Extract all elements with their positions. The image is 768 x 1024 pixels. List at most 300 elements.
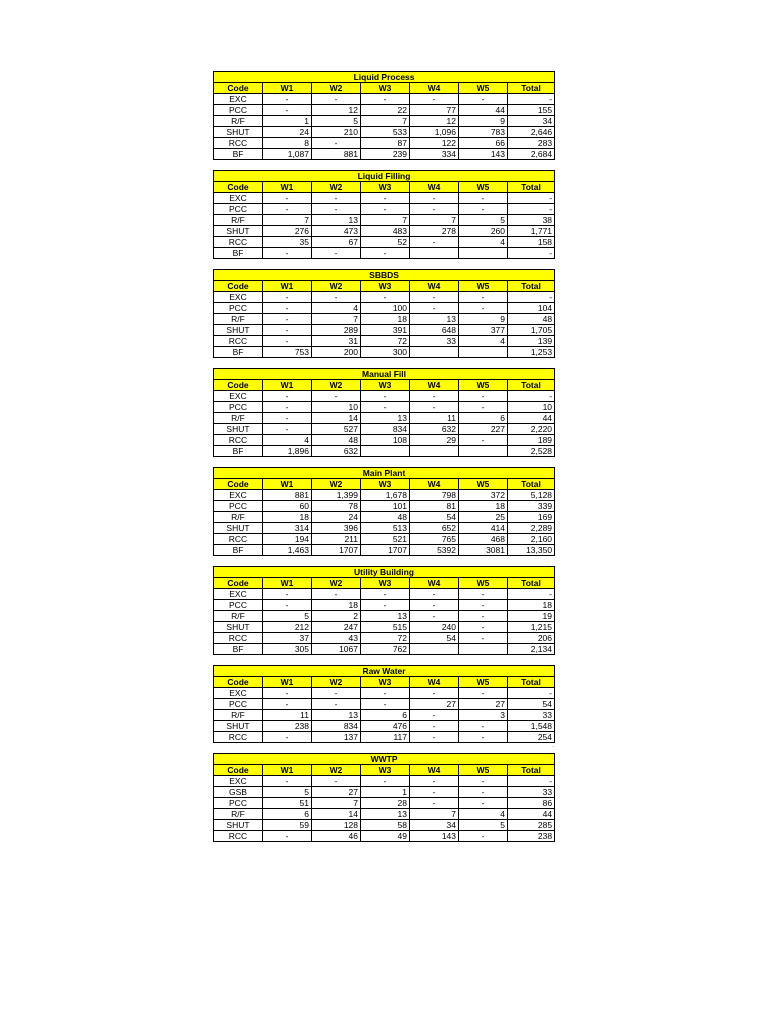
column-header: W5 [459, 765, 508, 776]
table-row [214, 193, 555, 204]
table-row [214, 204, 555, 215]
week-value: 7 [410, 215, 459, 226]
week-value: - [459, 776, 508, 787]
column-header: W5 [459, 578, 508, 589]
week-value: 753 [263, 347, 312, 358]
row-code: SHUT [214, 622, 263, 633]
week-value: 483 [361, 226, 410, 237]
week-value: 3081 [459, 545, 508, 556]
row-total: - [508, 688, 555, 699]
week-value: 1,463 [263, 545, 312, 556]
week-value: - [263, 589, 312, 600]
row-total: 2,160 [508, 534, 555, 545]
week-value: - [312, 248, 361, 259]
week-value: - [410, 589, 459, 600]
week-value: 137 [312, 732, 361, 743]
week-value: - [312, 204, 361, 215]
week-value: - [410, 193, 459, 204]
week-value: 128 [312, 820, 361, 831]
row-code: SHUT [214, 424, 263, 435]
row-total: 169 [508, 512, 555, 523]
week-value: - [263, 94, 312, 105]
week-value: 881 [263, 490, 312, 501]
table-row [214, 831, 555, 842]
table-title: Manual Fill [214, 369, 555, 380]
column-header: W2 [312, 479, 361, 490]
row-total: 34 [508, 116, 555, 127]
row-code: PCC [214, 798, 263, 809]
column-header: W5 [459, 182, 508, 193]
week-value: 798 [410, 490, 459, 501]
column-header: W3 [361, 182, 410, 193]
row-code: PCC [214, 303, 263, 314]
table-row [214, 710, 555, 721]
week-value [459, 347, 508, 358]
column-header-row [214, 765, 555, 776]
table-liquid-filling [213, 170, 555, 259]
column-header: W1 [263, 765, 312, 776]
row-code: PCC [214, 402, 263, 413]
table-row [214, 325, 555, 336]
row-total: 48 [508, 314, 555, 325]
row-total: 1,253 [508, 347, 555, 358]
week-value: 5 [459, 820, 508, 831]
table-gap [213, 655, 554, 665]
week-value: 143 [459, 149, 508, 160]
week-value: - [410, 204, 459, 215]
row-code: RCC [214, 435, 263, 446]
week-value: - [410, 600, 459, 611]
row-code: R/F [214, 512, 263, 523]
row-code: RCC [214, 138, 263, 149]
week-value: 48 [312, 435, 361, 446]
week-value: 513 [361, 523, 410, 534]
week-value: 7 [312, 798, 361, 809]
week-value: - [312, 688, 361, 699]
week-value: 238 [263, 721, 312, 732]
week-value: 5 [263, 611, 312, 622]
week-value: 210 [312, 127, 361, 138]
week-value [459, 446, 508, 457]
week-value: 11 [263, 710, 312, 721]
row-total: 44 [508, 413, 555, 424]
row-total: - [508, 94, 555, 105]
column-header: Total [508, 83, 555, 94]
table-row [214, 699, 555, 710]
week-value: 67 [312, 237, 361, 248]
week-value: - [459, 435, 508, 446]
week-value: - [410, 776, 459, 787]
week-value: 13 [312, 215, 361, 226]
week-value: - [312, 391, 361, 402]
week-value: - [263, 699, 312, 710]
column-header: Code [214, 765, 263, 776]
row-total: 1,705 [508, 325, 555, 336]
week-value: - [459, 622, 508, 633]
week-value: 1,678 [361, 490, 410, 501]
week-value: 648 [410, 325, 459, 336]
week-value: 25 [459, 512, 508, 523]
row-code: EXC [214, 490, 263, 501]
column-header: Code [214, 182, 263, 193]
column-header: Total [508, 578, 555, 589]
week-value: 1 [361, 787, 410, 798]
table-sbbds [213, 269, 555, 358]
week-value: 1,399 [312, 490, 361, 501]
row-total: - [508, 776, 555, 787]
table-gap [213, 160, 554, 170]
week-value: 122 [410, 138, 459, 149]
column-header: Code [214, 83, 263, 94]
week-value: - [459, 633, 508, 644]
table-title: WWTP [214, 754, 555, 765]
table-row [214, 776, 555, 787]
week-value: 14 [312, 809, 361, 820]
week-value: 13 [361, 809, 410, 820]
column-header: W2 [312, 677, 361, 688]
week-value: 7 [361, 116, 410, 127]
row-total: 33 [508, 710, 555, 721]
row-total: 2,684 [508, 149, 555, 160]
column-header: W2 [312, 281, 361, 292]
week-value: - [459, 589, 508, 600]
table-title-row [214, 369, 555, 380]
week-value: 100 [361, 303, 410, 314]
row-total: 2,220 [508, 424, 555, 435]
week-value: - [361, 402, 410, 413]
week-value: 211 [312, 534, 361, 545]
column-header-row [214, 281, 555, 292]
week-value: - [263, 248, 312, 259]
week-value: - [410, 94, 459, 105]
row-total: 33 [508, 787, 555, 798]
column-header-row [214, 83, 555, 94]
column-header: W2 [312, 765, 361, 776]
table-title-row [214, 72, 555, 83]
row-total: - [508, 589, 555, 600]
table-manual-fill [213, 368, 555, 457]
week-value: 18 [263, 512, 312, 523]
week-value: - [459, 798, 508, 809]
week-value: 2 [312, 611, 361, 622]
week-value: 4 [459, 237, 508, 248]
column-header: W2 [312, 380, 361, 391]
table-row [214, 798, 555, 809]
row-total: 189 [508, 435, 555, 446]
table-utility-building [213, 566, 555, 655]
table-row [214, 413, 555, 424]
week-value: 247 [312, 622, 361, 633]
week-value: 54 [410, 512, 459, 523]
week-value: 59 [263, 820, 312, 831]
week-value: 1,096 [410, 127, 459, 138]
week-value: - [459, 611, 508, 622]
week-value: 28 [361, 798, 410, 809]
week-value: - [410, 798, 459, 809]
week-value: 49 [361, 831, 410, 842]
row-code: BF [214, 644, 263, 655]
column-header: Total [508, 765, 555, 776]
row-code: R/F [214, 611, 263, 622]
table-row [214, 446, 555, 457]
week-value: - [263, 831, 312, 842]
column-header: W3 [361, 578, 410, 589]
week-value: 276 [263, 226, 312, 237]
week-value: 72 [361, 633, 410, 644]
column-header: W2 [312, 83, 361, 94]
table-row [214, 688, 555, 699]
column-header-row [214, 677, 555, 688]
week-value: 60 [263, 501, 312, 512]
table-title: Liquid Filling [214, 171, 555, 182]
table-row [214, 336, 555, 347]
row-code: SHUT [214, 820, 263, 831]
week-value: 8 [263, 138, 312, 149]
row-code: EXC [214, 193, 263, 204]
week-value: 11 [410, 413, 459, 424]
week-value: - [361, 688, 410, 699]
row-code: R/F [214, 314, 263, 325]
week-value: - [459, 193, 508, 204]
table-row [214, 600, 555, 611]
week-value: - [410, 292, 459, 303]
column-header: W4 [410, 182, 459, 193]
table-row [214, 732, 555, 743]
week-value: 18 [459, 501, 508, 512]
column-header: W1 [263, 479, 312, 490]
week-value: 1707 [312, 545, 361, 556]
week-value: - [263, 424, 312, 435]
row-total: 2,646 [508, 127, 555, 138]
week-value: - [459, 688, 508, 699]
table-row [214, 589, 555, 600]
row-code: BF [214, 347, 263, 358]
row-code: R/F [214, 413, 263, 424]
week-value: 527 [312, 424, 361, 435]
week-value: 3 [459, 710, 508, 721]
row-code: PCC [214, 105, 263, 116]
week-value: 4 [263, 435, 312, 446]
week-value: 46 [312, 831, 361, 842]
row-total: 2,134 [508, 644, 555, 655]
week-value: - [410, 402, 459, 413]
week-value: - [361, 248, 410, 259]
table-row [214, 402, 555, 413]
row-total: 38 [508, 215, 555, 226]
row-total: 104 [508, 303, 555, 314]
column-header: W1 [263, 281, 312, 292]
week-value: - [263, 292, 312, 303]
week-value: 87 [361, 138, 410, 149]
week-value: 12 [312, 105, 361, 116]
table-wwtp [213, 753, 555, 842]
week-value: 4 [312, 303, 361, 314]
table-gap [213, 259, 554, 269]
table-row [214, 545, 555, 556]
column-header: Code [214, 281, 263, 292]
week-value: - [263, 688, 312, 699]
column-header: Total [508, 479, 555, 490]
week-value: - [312, 94, 361, 105]
row-total: 18 [508, 600, 555, 611]
week-value: 108 [361, 435, 410, 446]
separator-mark: . [552, 743, 554, 749]
row-code: EXC [214, 688, 263, 699]
table-row [214, 215, 555, 226]
week-value: 54 [410, 633, 459, 644]
week-value: 101 [361, 501, 410, 512]
week-value: 239 [361, 149, 410, 160]
week-value: - [410, 787, 459, 798]
week-value: 27 [459, 699, 508, 710]
table-row [214, 787, 555, 798]
week-value: 22 [361, 105, 410, 116]
week-value: - [263, 776, 312, 787]
week-value [410, 347, 459, 358]
row-total: 13,350 [508, 545, 555, 556]
week-value: 7 [263, 215, 312, 226]
table-title-row [214, 270, 555, 281]
column-header-row [214, 578, 555, 589]
column-header-row [214, 380, 555, 391]
week-value: 533 [361, 127, 410, 138]
week-value: 9 [459, 314, 508, 325]
column-header: W4 [410, 380, 459, 391]
row-code: EXC [214, 391, 263, 402]
column-header: W3 [361, 380, 410, 391]
table-title: Main Plant [214, 468, 555, 479]
week-value: 52 [361, 237, 410, 248]
row-total: 10 [508, 402, 555, 413]
row-total: 2,528 [508, 446, 555, 457]
week-value: 194 [263, 534, 312, 545]
table-row [214, 633, 555, 644]
table-title: Raw Water [214, 666, 555, 677]
week-value [459, 644, 508, 655]
row-code: EXC [214, 292, 263, 303]
week-value: 27 [410, 699, 459, 710]
week-value: 18 [312, 600, 361, 611]
week-value: 4 [459, 336, 508, 347]
column-header: W4 [410, 281, 459, 292]
table-raw-water [213, 665, 555, 743]
row-total: 44 [508, 809, 555, 820]
table-row [214, 105, 555, 116]
week-value: - [312, 776, 361, 787]
row-total: 158 [508, 237, 555, 248]
table-row [214, 721, 555, 732]
row-code: SHUT [214, 127, 263, 138]
table-row [214, 248, 555, 259]
column-header: W4 [410, 578, 459, 589]
week-value: - [263, 413, 312, 424]
row-code: SHUT [214, 325, 263, 336]
week-value: - [263, 105, 312, 116]
row-total: - [508, 292, 555, 303]
row-total: 1,771 [508, 226, 555, 237]
week-value: 396 [312, 523, 361, 534]
column-header: W3 [361, 765, 410, 776]
column-header: Total [508, 281, 555, 292]
week-value: - [361, 600, 410, 611]
week-value: 240 [410, 622, 459, 633]
week-value [459, 248, 508, 259]
week-value: 35 [263, 237, 312, 248]
week-value: - [410, 721, 459, 732]
week-value: 783 [459, 127, 508, 138]
week-value: - [459, 292, 508, 303]
week-value: 834 [312, 721, 361, 732]
row-code: EXC [214, 94, 263, 105]
row-code: BF [214, 248, 263, 259]
week-value: 1,896 [263, 446, 312, 457]
week-value: 44 [459, 105, 508, 116]
row-total: 86 [508, 798, 555, 809]
week-value: 200 [312, 347, 361, 358]
row-code: RCC [214, 633, 263, 644]
week-value: 632 [410, 424, 459, 435]
column-header: W5 [459, 677, 508, 688]
table-row [214, 424, 555, 435]
column-header: W3 [361, 281, 410, 292]
week-value: - [410, 688, 459, 699]
week-value: 10 [312, 402, 361, 413]
row-code: BF [214, 446, 263, 457]
table-row [214, 622, 555, 633]
row-code: SHUT [214, 721, 263, 732]
week-value: - [459, 402, 508, 413]
week-value: 305 [263, 644, 312, 655]
column-header: Code [214, 380, 263, 391]
row-code: RCC [214, 831, 263, 842]
week-value: - [263, 193, 312, 204]
week-value: - [361, 699, 410, 710]
week-value: - [410, 237, 459, 248]
week-value: 473 [312, 226, 361, 237]
row-code: PCC [214, 501, 263, 512]
table-title-row [214, 468, 555, 479]
week-value: - [459, 732, 508, 743]
table-title: Utility Building [214, 567, 555, 578]
week-value [410, 446, 459, 457]
column-header: W1 [263, 677, 312, 688]
table-row [214, 809, 555, 820]
column-header-row [214, 182, 555, 193]
row-total: 139 [508, 336, 555, 347]
week-value: 7 [410, 809, 459, 820]
table-row [214, 149, 555, 160]
table-row [214, 127, 555, 138]
row-code: BF [214, 545, 263, 556]
week-value: 260 [459, 226, 508, 237]
column-header: Code [214, 677, 263, 688]
row-code: R/F [214, 710, 263, 721]
table-row [214, 512, 555, 523]
week-value: 24 [263, 127, 312, 138]
week-value: 521 [361, 534, 410, 545]
week-value: - [263, 325, 312, 336]
table-title-row [214, 754, 555, 765]
table-title: SBBDS [214, 270, 555, 281]
week-value: - [459, 303, 508, 314]
week-value: 51 [263, 798, 312, 809]
week-value: - [263, 391, 312, 402]
week-value: 227 [459, 424, 508, 435]
week-value [410, 248, 459, 259]
week-value: - [361, 193, 410, 204]
week-value: 77 [410, 105, 459, 116]
table-row [214, 490, 555, 501]
